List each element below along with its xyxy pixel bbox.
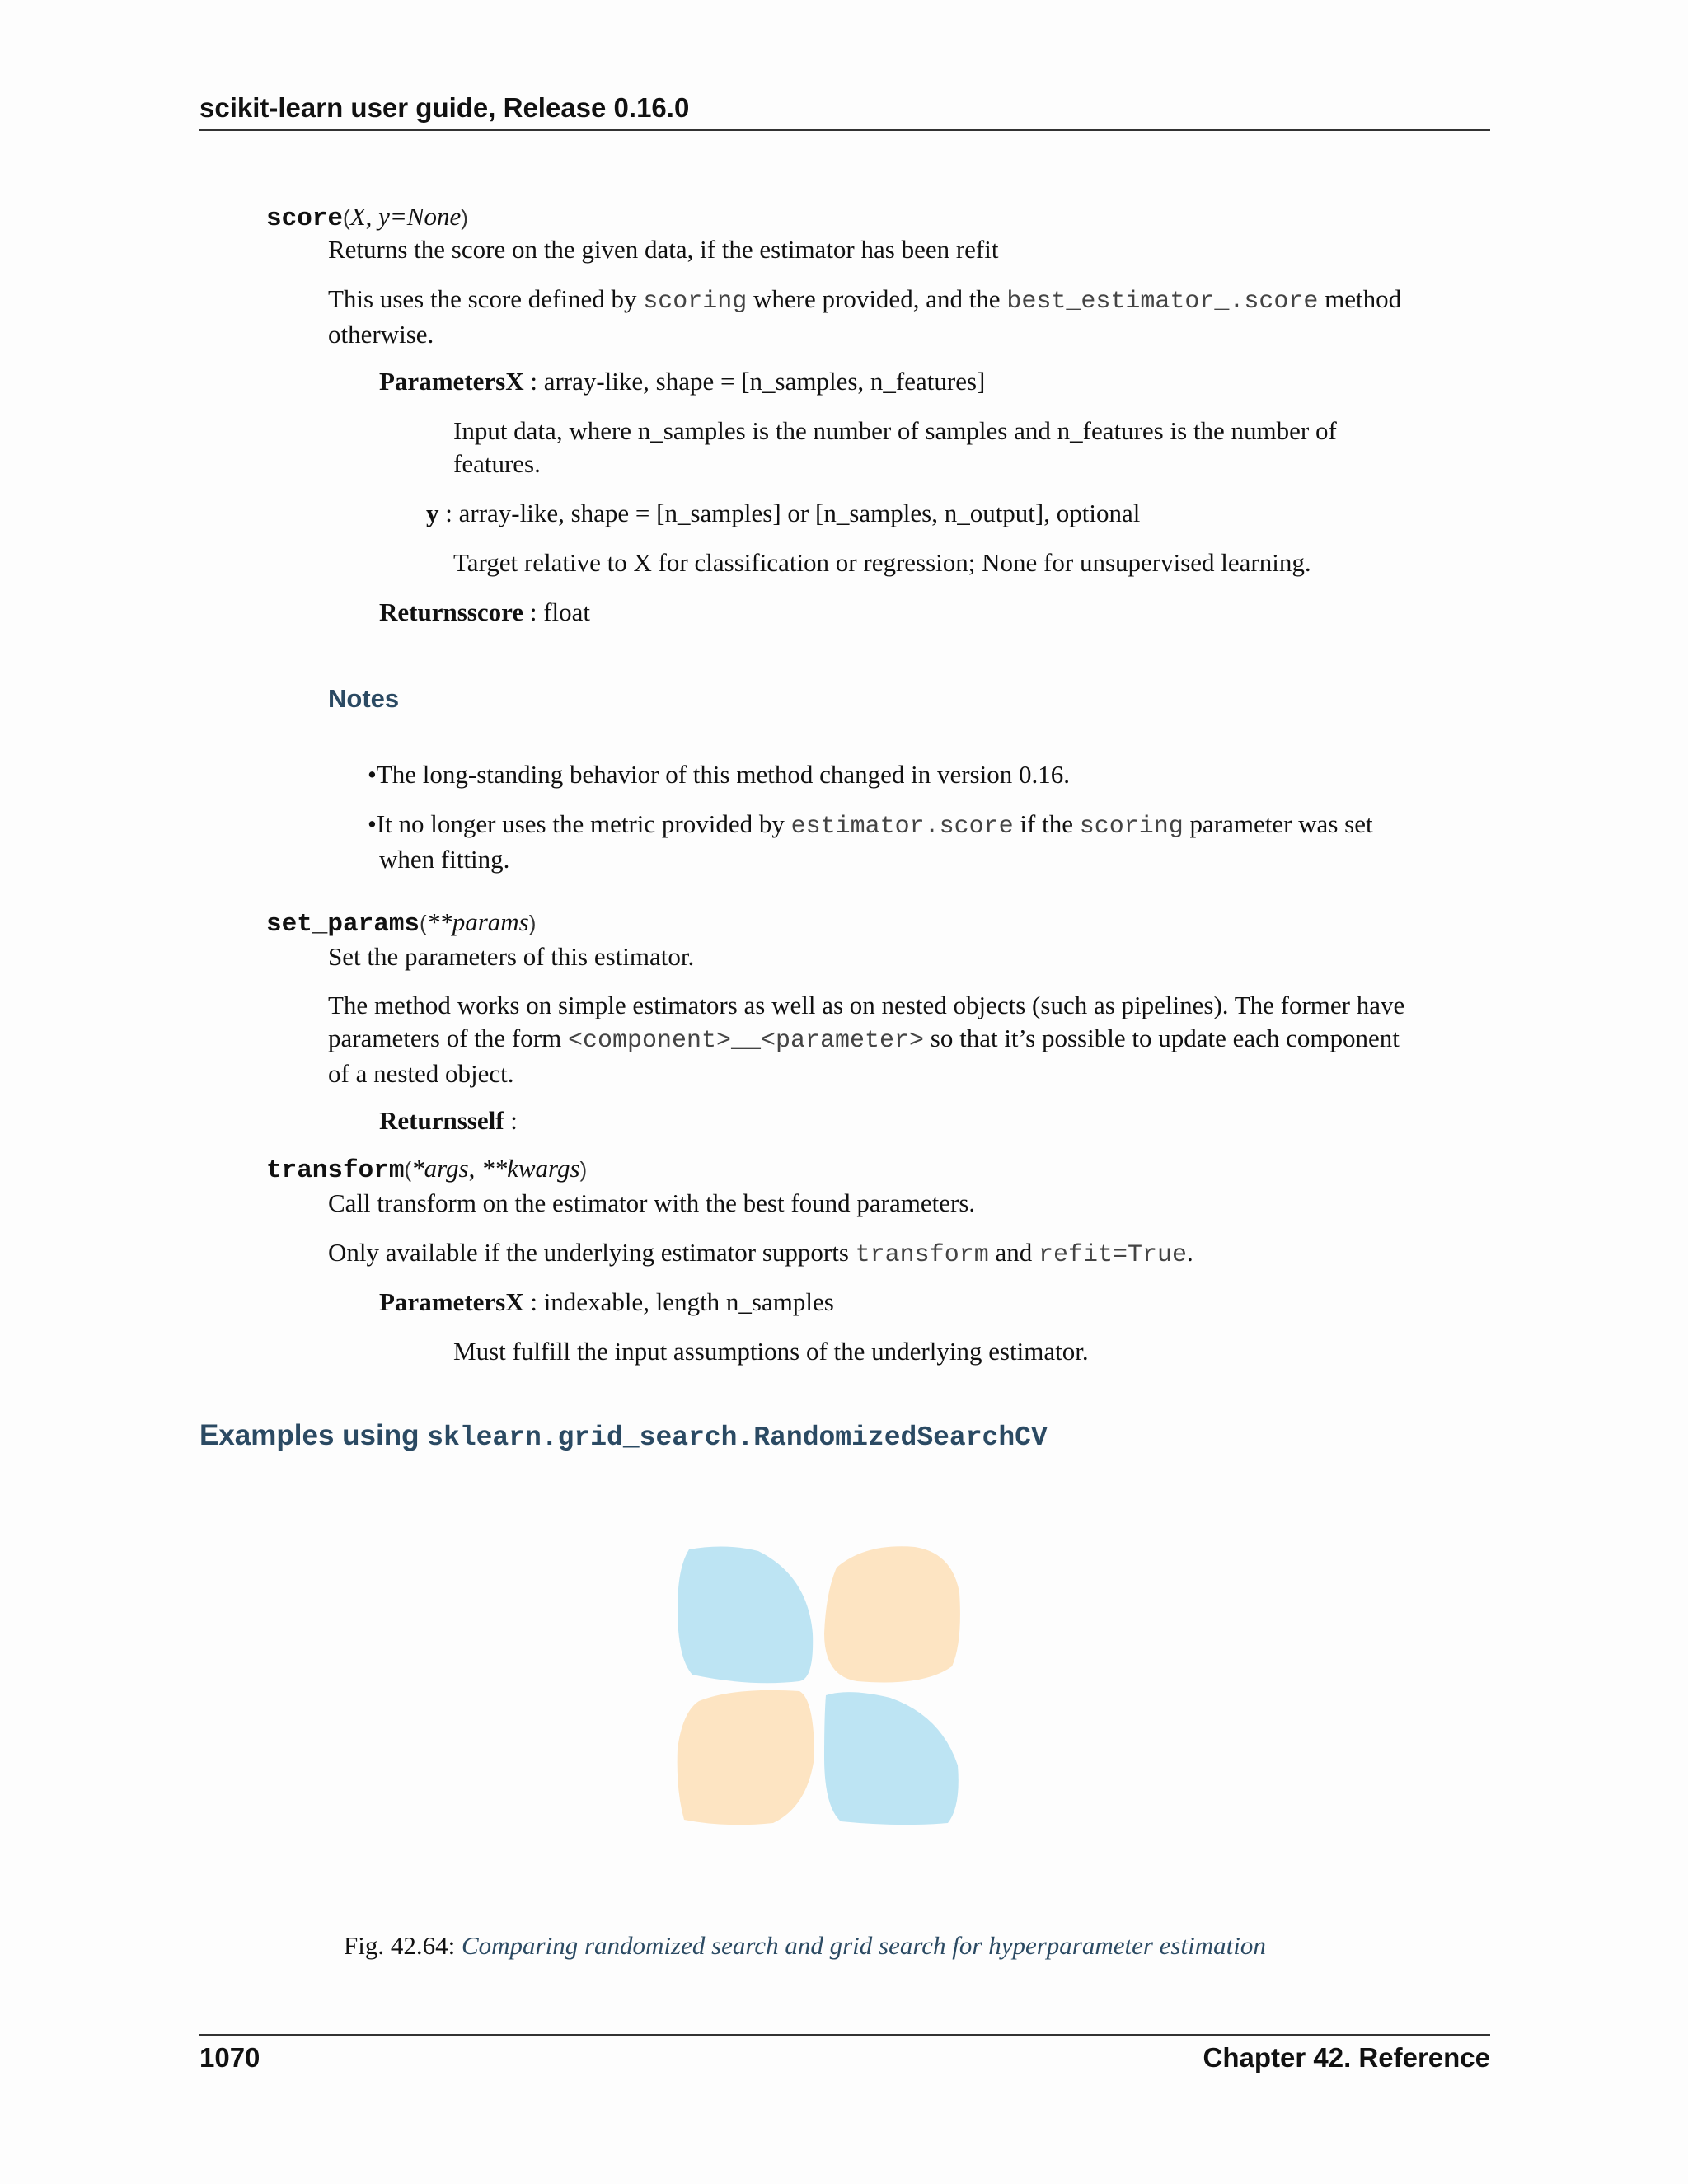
set-params-signature: set_params(**params) [266, 907, 537, 939]
parameters-label: Parameters [379, 1287, 506, 1316]
code-scoring: scoring [1079, 813, 1184, 841]
transform-description: Only available if the underlying estimator supports transform and refit=True. [328, 1238, 1193, 1269]
method-name: transform [266, 1156, 405, 1185]
param-name: y [426, 499, 439, 527]
figure-caption [344, 1929, 1266, 1962]
param-name: X [505, 367, 524, 396]
score-params-x: ParametersX : array-like, shape = [n_samples, n_features] [379, 367, 986, 396]
param-y: y=None [378, 202, 462, 231]
score-param-x-desc: Input data, where n_samples is the number of samples and n_features is the number of features. [453, 416, 1337, 478]
score-param-y-desc: Target relative to X for classification or regression; None for unsupervised learning. [453, 548, 1311, 577]
return-name: self [467, 1106, 504, 1135]
returns-label: Returns [379, 598, 467, 626]
code-best-estimator-score: best_estimator_.score [1006, 288, 1319, 316]
param-params: **params [426, 907, 529, 936]
examples-heading-link[interactable]: sklearn.grid_search.RandomizedSearchCV [427, 1422, 1048, 1453]
figure-number: Fig. 42.64: [344, 1931, 462, 1960]
blob-top-right [824, 1546, 960, 1682]
header-rule [199, 129, 1490, 131]
set-params-summary: Set the parameters of this estimator. [328, 942, 695, 971]
transform-param-x-desc: Must fulfill the input assumptions of the underlying estimator. [453, 1337, 1089, 1366]
score-description: This uses the score defined by scoring where provided, and the best_estimator_.score method otherwise. [328, 284, 1402, 349]
code-component-parameter: <component>__<parameter> [567, 1027, 925, 1055]
note-item: •The long-standing behavior of this method changed in version 0.16. [368, 760, 1070, 789]
examples-heading: Examples using sklearn.grid_search.RandomizedSearchCV [199, 1419, 1048, 1453]
blob-bottom-left [678, 1690, 814, 1825]
blob-top-left [678, 1546, 813, 1683]
param-x: X [349, 202, 366, 231]
transform-summary: Call transform on the estimator with the best found parameters. [328, 1188, 976, 1217]
code-estimator-score: estimator.score [790, 813, 1014, 841]
code-scoring: scoring [643, 288, 748, 316]
param-args: *args [411, 1154, 469, 1183]
code-refit-true: refit=True [1038, 1241, 1187, 1269]
return-name: score [467, 598, 524, 626]
score-params-y: y : array-like, shape = [n_samples] or [n_samples, n_output], optional [426, 499, 1141, 527]
transform-params-x: ParametersX : indexable, length n_samples [379, 1287, 834, 1316]
returns-label: Returns [379, 1106, 467, 1135]
parameters-label: Parameters [379, 367, 506, 396]
running-header: scikit-learn user guide, Release 0.16.0 [199, 92, 690, 123]
score-summary: Returns the score on the given data, if the estimator has been refit [328, 235, 999, 264]
param-kwargs: **kwargs [481, 1154, 580, 1183]
blob-bottom-right [824, 1692, 959, 1825]
note-item: •It no longer uses the metric provided by estimator.score if the scoring parameter was set when fitting. [368, 809, 1373, 874]
score-signature: score(X, y=None) [266, 202, 468, 233]
method-name: set_params [266, 910, 420, 939]
page-number: 1070 [199, 2042, 260, 2073]
code-transform: transform [855, 1241, 989, 1269]
notes-heading: Notes [328, 684, 400, 713]
transform-signature: transform(*args, **kwargs) [266, 1154, 588, 1185]
score-returns: Returnsscore : float [379, 598, 590, 626]
footer-rule [199, 2034, 1490, 2036]
chapter-label: Chapter 42. Reference [1203, 2042, 1490, 2073]
param-name: X [505, 1287, 524, 1316]
set-params-returns: Returnsself : [379, 1106, 518, 1135]
figure-caption-link[interactable]: Comparing randomized search and grid search for hyperparameter estimation [461, 1931, 1266, 1960]
example-thumbnail[interactable] [676, 1543, 964, 1827]
method-name: score [266, 204, 344, 233]
set-params-description: The method works on simple estimators as well as on nested objects (such as pipelines). The former have parameters of the form <component>__<parameter> so that it’s possible to update each component of a nested object. [328, 991, 1405, 1088]
